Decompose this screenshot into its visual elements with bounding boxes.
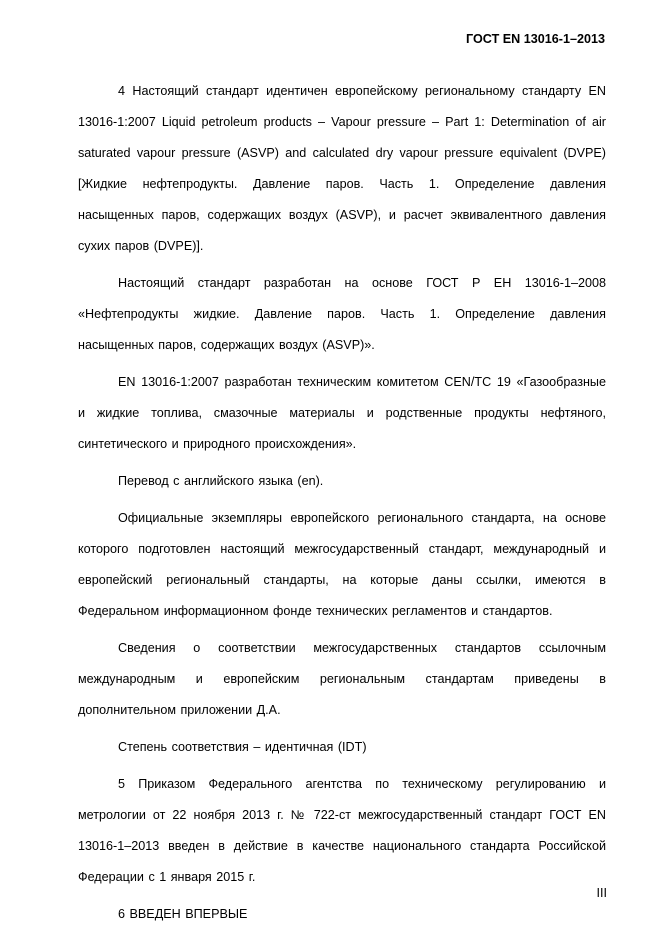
document-header-id: ГОСТ EN 13016-1–2013 <box>466 32 605 46</box>
paragraph-order-enactment: 5 Приказом Федерального агентства по техническому регулированию и метрологии от 22 ноября 2013 г. № 722-ст межгосударственный стандарт ГОСТ EN 13016-1–2013 введен в действие в качестве национального стандарта Российской Федерации с 1 января 2015 г. <box>78 777 606 884</box>
paragraph-correspondence-info: Сведения о соответствии межгосударственных стандартов ссылочным международным и европейским региональным стандартам приведены в дополнительном приложении Д.А. <box>78 641 606 717</box>
paragraph-translation: Перевод с английского языка (en). <box>118 474 324 488</box>
paragraph-developed-basis: Настоящий стандарт разработан на основе ГОСТ Р ЕН 13016-1–2008 «Нефтепродукты жидкие. Давление паров. Часть 1. Определение давления насыщенных паров, содержащих воздух (ASVP)». <box>78 276 606 352</box>
paragraph-identical-standard: 4 Настоящий стандарт идентичен европейскому региональному стандарту EN 13016-1:2007 Liquid petroleum products – Vapour pressure – Part 1: Determination of air saturated vapour pressure (ASVP) and calculated dry vapour pressure equivalent (DVPE) [Жидкие нефтепродукты. Давление паров. Часть 1. Определение давления насыщенных паров, содержащих воздух (ASVP), и расчет эквивалентного давления сухих паров (DVPE)]. <box>78 84 606 253</box>
paragraph-technical-committee: EN 13016-1:2007 разработан техническим комитетом CEN/TC 19 «Газообразные и жидкие топлива, смазочные материалы и родственные продукты нефтяного, синтетического и природного происхождения». <box>78 375 606 451</box>
page-number: III <box>596 886 607 900</box>
document-body <box>78 76 606 936</box>
paragraph-first-introduced: 6 ВВЕДЕН ВПЕРВЫЕ <box>118 907 248 921</box>
paragraph-official-copies: Официальные экземпляры европейского регионального стандарта, на основе которого подготовлен настоящий межгосударственный стандарт, международный и европейский региональный стандарты, на которые даны ссылки, имеются в Федеральном информационном фонде технических регламентов и стандартов. <box>78 511 606 618</box>
paragraph-conformity-degree: Степень соответствия – идентичная (IDT) <box>118 740 367 754</box>
